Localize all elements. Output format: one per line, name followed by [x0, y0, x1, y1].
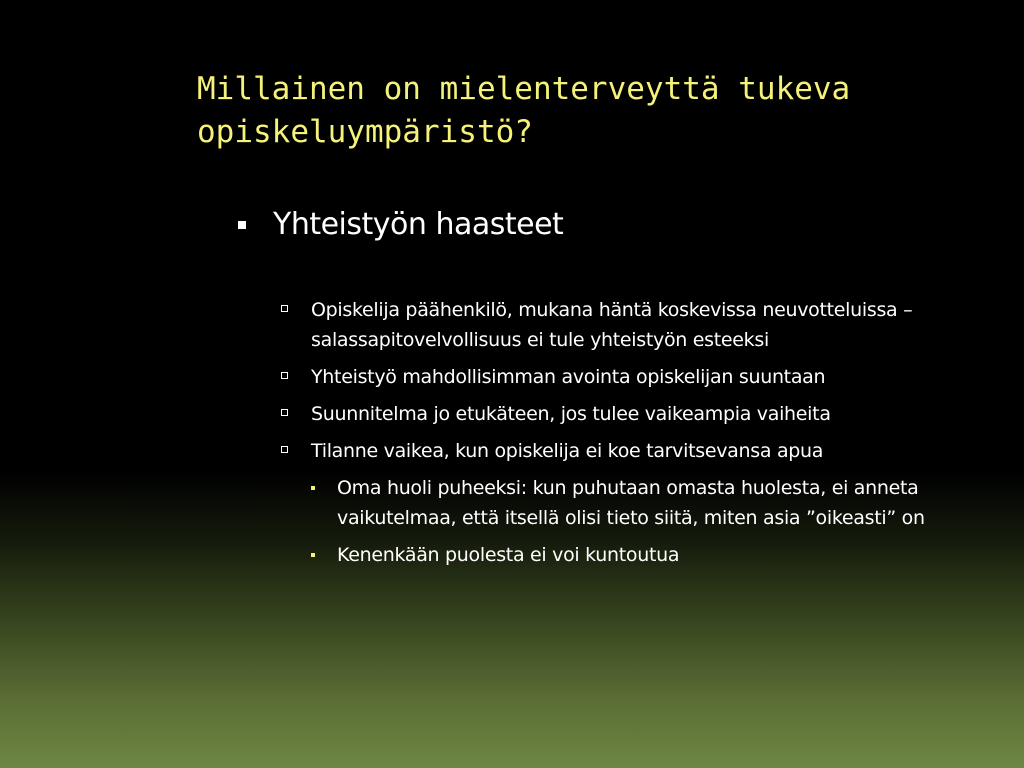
- level1-item-text: Yhteistyön haasteet: [273, 207, 564, 242]
- level3-list: [311, 473, 1016, 570]
- slide-title: Millainen on mielenterveyttä tukeva opiskeluympäristö?: [197, 71, 851, 150]
- hollow-square-bullet-icon: [281, 305, 288, 312]
- level2-item: [281, 399, 1016, 429]
- level2-item-text: Suunnitelma jo etukäteen, jos tulee vaikeampia vaiheita: [311, 403, 831, 425]
- level1-list: [238, 204, 998, 246]
- level2-item: [281, 295, 1016, 355]
- hollow-square-bullet-icon: [281, 446, 288, 453]
- level3-item-text: Kenenkään puolesta ei voi kuntoutua: [337, 544, 680, 566]
- hollow-square-bullet-icon: [281, 372, 288, 379]
- level2-item-text: Tilanne vaikea, kun opiskelija ei koe tarvitsevansa apua: [311, 440, 824, 462]
- level3-item-text: Oma huoli puheeksi: kun puhutaan omasta huolesta, ei anneta vaikutelmaa, että itsellä olisi tieto siitä, miten asia ”oikeasti” on: [337, 477, 925, 529]
- hollow-square-bullet-icon: [281, 409, 288, 416]
- level2-item-text: Opiskelija päähenkilö, mukana häntä koskevissa neuvotteluissa – salassapitovelvollisuus ei tule yhteistyön esteeksi: [311, 299, 913, 351]
- level2-item: [281, 436, 1016, 466]
- level3-item: [311, 540, 1016, 570]
- level2-item-text: Yhteistyö mahdollisimman avointa opiskelijan suuntaan: [311, 366, 826, 388]
- level3-item: [311, 473, 1016, 533]
- level2-list: [281, 295, 1016, 577]
- level1-item: [238, 204, 998, 246]
- small-square-bullet-icon: [311, 486, 315, 490]
- small-square-bullet-icon: [311, 553, 315, 557]
- level2-item: [281, 362, 1016, 392]
- square-bullet-icon: [238, 221, 246, 229]
